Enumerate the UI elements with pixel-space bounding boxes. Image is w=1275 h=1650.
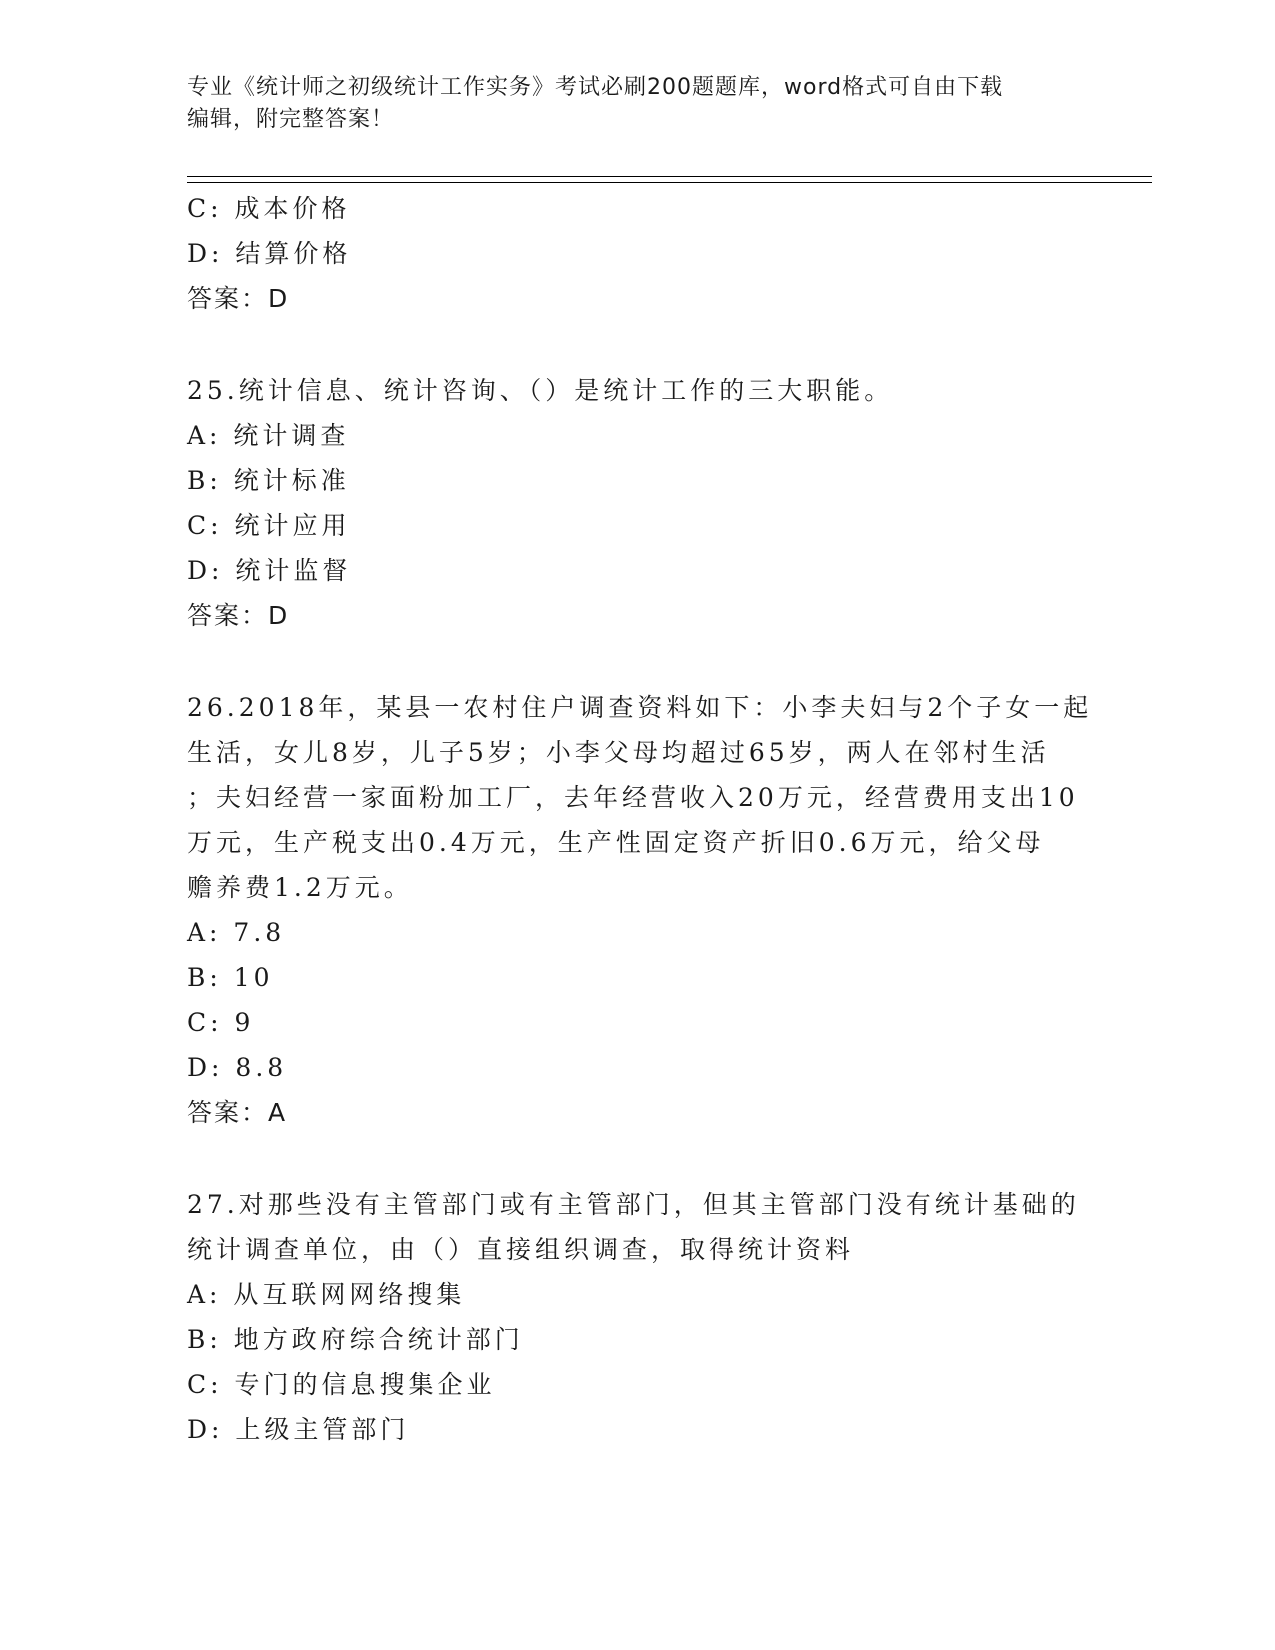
option-b: B: 统计标准 xyxy=(187,466,350,495)
option-d: D: 8.8 xyxy=(187,1053,288,1082)
option-b: B: 地方政府综合统计部门 xyxy=(187,1325,524,1354)
option-c: C: 成本价格 xyxy=(187,194,351,223)
spacer xyxy=(187,1135,1087,1182)
option-d: D: 统计监督 xyxy=(187,556,352,585)
question-26 xyxy=(187,685,1093,1135)
option-c: C: 专门的信息搜集企业 xyxy=(187,1370,496,1399)
header-divider-top xyxy=(187,176,1152,177)
option-c: C: 9 xyxy=(187,1008,255,1037)
option-d: D: 上级主管部门 xyxy=(187,1415,410,1444)
header-divider-bottom xyxy=(187,182,1152,183)
document-header xyxy=(187,72,1067,136)
question-content xyxy=(187,186,1093,1452)
header-title-line-1: 专业《统计师之初级统计工作实务》考试必刷200题题库，word格式可自由下载 xyxy=(187,75,1004,100)
question-27 xyxy=(187,1182,1087,1452)
question-text: 25.统计信息、统计咨询、（）是统计工作的三大职能。 xyxy=(187,376,894,405)
question-text-line: 赡养费1.2万元。 xyxy=(187,873,413,902)
question-text-line: ；夫妇经营一家面粉加工厂，去年经营收入20万元，经营费用支出10 xyxy=(187,783,1079,812)
question-text-line: 万元，生产税支出0.4万元，生产性固定资产折旧0.6万元，给父母 xyxy=(187,828,1045,857)
question-text-line: 统计调查单位，由（）直接组织调查，取得统计资料 xyxy=(187,1235,855,1264)
question-text-line: 生活，女儿8岁，儿子5岁；小李父母均超过65岁，两人在邻村生活 xyxy=(187,738,1050,767)
answer-line: 答案：D xyxy=(187,601,290,630)
question-text-line: 26.2018年，某县一农村住户调查资料如下：小李夫妇与2个子女一起 xyxy=(187,693,1093,722)
spacer xyxy=(187,638,1087,685)
spacer xyxy=(187,321,1087,368)
question-text-line: 27.对那些没有主管部门或有主管部门，但其主管部门没有统计基础的 xyxy=(187,1190,1080,1219)
option-b: B: 10 xyxy=(187,963,274,992)
option-d: D: 结算价格 xyxy=(187,239,352,268)
option-c: C: 统计应用 xyxy=(187,511,351,540)
header-title-line-2: 编辑，附完整答案！ xyxy=(187,107,395,132)
previous-question-tail xyxy=(187,186,1087,321)
question-25 xyxy=(187,368,1087,638)
answer-line: 答案：A xyxy=(187,1098,288,1127)
option-a: A: 7.8 xyxy=(187,918,286,947)
answer-line: 答案：D xyxy=(187,284,290,313)
option-a: A: 从互联网网络搜集 xyxy=(187,1280,466,1309)
option-a: A: 统计调查 xyxy=(187,421,350,450)
